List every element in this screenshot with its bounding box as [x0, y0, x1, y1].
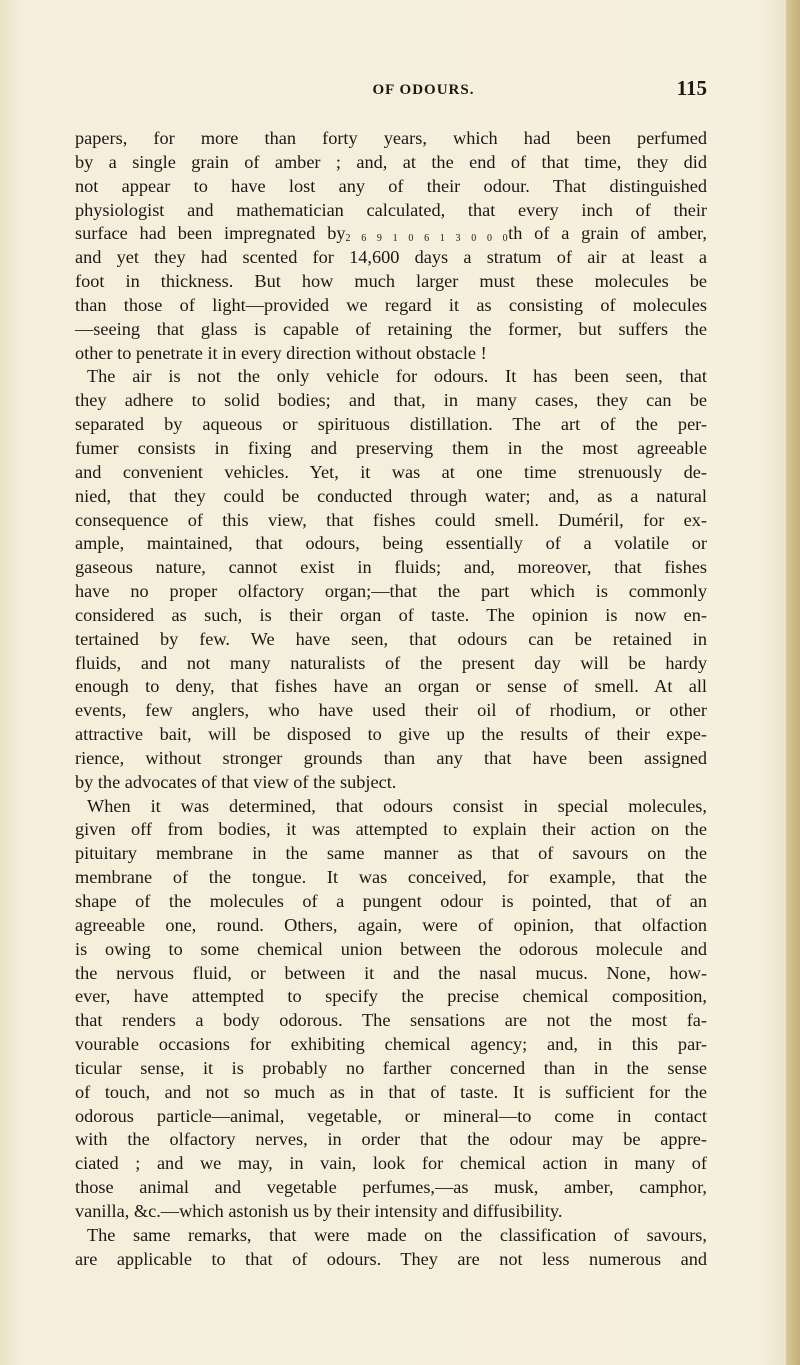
text-line: consequence of this view, that fishes could smell. Duméril, for ex-	[75, 509, 707, 530]
running-head: OF ODOURS.	[372, 82, 475, 98]
page-number: 115	[676, 76, 707, 100]
text-line: The same remarks, that were made on the classification of savours,	[87, 1224, 707, 1245]
text-line: tertained by few. We have seen, that odours can be retained in	[75, 628, 707, 649]
text-line-with-fraction	[75, 222, 707, 246]
text-line: gaseous nature, cannot exist in fluids; and, moreover, that fishes	[75, 557, 707, 578]
text-line: is owing to some chemical union between the odorous molecule and	[75, 938, 707, 959]
text-line: and yet they had scented for 14,600 days a stratum of air at least a	[75, 247, 707, 268]
text-line: events, few anglers, who have used their oil of rhodium, or other	[75, 700, 707, 721]
text-line: membrane of the tongue. It was conceived, for example, that the	[75, 867, 707, 888]
text-line: papers, for more than forty years, which had been perfumed	[75, 128, 707, 148]
text-line: —seeing that glass is capable of retaining the former, but suffers the	[75, 318, 707, 339]
text-line: that renders a body odorous. The sensations are not the most fa-	[75, 1010, 707, 1031]
text-line: considered as such, is their organ of taste. The opinion is now en-	[75, 604, 707, 625]
text-line: foot in thickness. But how much larger must these molecules be	[75, 271, 707, 292]
text-line: enough to deny, that fishes have an organ or sense of smell. At all	[75, 676, 707, 697]
text-line: separated by aqueous or spirituous distillation. The art of the per-	[75, 414, 707, 435]
text-segment: th of a grain of amber,	[508, 223, 707, 244]
page-edge	[786, 0, 800, 1365]
text-line: fluids, and not many naturalists of the present day will be hardy	[75, 652, 707, 673]
text-line: those animal and vegetable perfumes,—as musk, amber, camphor,	[75, 1177, 707, 1198]
text-line: other to penetrate it in every direction without obstacle !	[75, 342, 487, 363]
text-line: When it was determined, that odours consist in special molecules,	[87, 795, 707, 816]
text-line: of touch, and not so much as in that of taste. It is sufficient for the	[75, 1081, 707, 1102]
text-line: The air is not the only vehicle for odours. It has been seen, that	[87, 366, 707, 387]
text-line: the nervous fluid, or between it and the nasal mucus. None, how-	[75, 962, 707, 983]
text-line: rience, without stronger grounds than any that have been assigned	[75, 747, 707, 768]
text-line: ample, maintained, that odours, being essentially of a volatile or	[75, 533, 707, 554]
fraction: 2 6 9 1 0 6 1 3 0 0 0	[345, 233, 509, 245]
text-line: odorous particle—animal, vegetable, or mineral—to come in contact	[75, 1105, 707, 1126]
text-line: by the advocates of that view of the subject.	[75, 771, 397, 792]
text-line: given off from bodies, it was attempted to explain their action on the	[75, 819, 707, 840]
text-line: agreeable one, round. Others, again, were of opinion, that olfaction	[75, 914, 707, 935]
text-line: fumer consists in fixing and preserving them in the most agreeable	[75, 437, 707, 458]
text-line: nied, that they could be conducted through water; and, as a natural	[75, 485, 707, 506]
text-line: ticular sense, it is probably no farther concerned than in the sense	[75, 1057, 707, 1078]
text-segment: surface had been impregnated by	[75, 223, 346, 244]
text-line: have no proper olfactory organ;—that the part which is commonly	[75, 581, 707, 602]
text-line: shape of the molecules of a pungent odour is pointed, that of an	[75, 891, 707, 911]
text-line: by a single grain of amber ; and, at the end of that time, they did	[75, 151, 707, 172]
text-line: and convenient vehicles. Yet, it was at one time strenuously de-	[75, 461, 707, 482]
text-line: ciated ; and we may, in vain, look for chemical action in many of	[75, 1153, 707, 1174]
body-text	[75, 127, 707, 1272]
text-line: with the olfactory nerves, in order that the odour may be appre-	[75, 1129, 707, 1150]
text-line: vanilla, &c.—which astonish us by their intensity and diffusibility.	[75, 1200, 563, 1221]
text-line: physiologist and mathematician calculated, that every inch of their	[75, 199, 707, 220]
page-header	[140, 76, 707, 110]
text-line: attractive bait, will be disposed to give up the results of their expe-	[75, 724, 707, 745]
text-line: pituitary membrane in the same manner as that of savours on the	[75, 843, 707, 864]
text-line: vourable occasions for exhibiting chemical agency; and, in this par-	[75, 1034, 707, 1055]
text-line: they adhere to solid bodies; and that, in many cases, they can be	[75, 390, 707, 411]
text-line: than those of light—provided we regard it as consisting of molecules	[75, 294, 707, 315]
text-line: are applicable to that of odours. They are not less numerous and	[75, 1248, 707, 1269]
text-line: ever, have attempted to specify the precise chemical composition,	[75, 986, 707, 1007]
text-line: not appear to have lost any of their odour. That distinguished	[75, 175, 707, 196]
